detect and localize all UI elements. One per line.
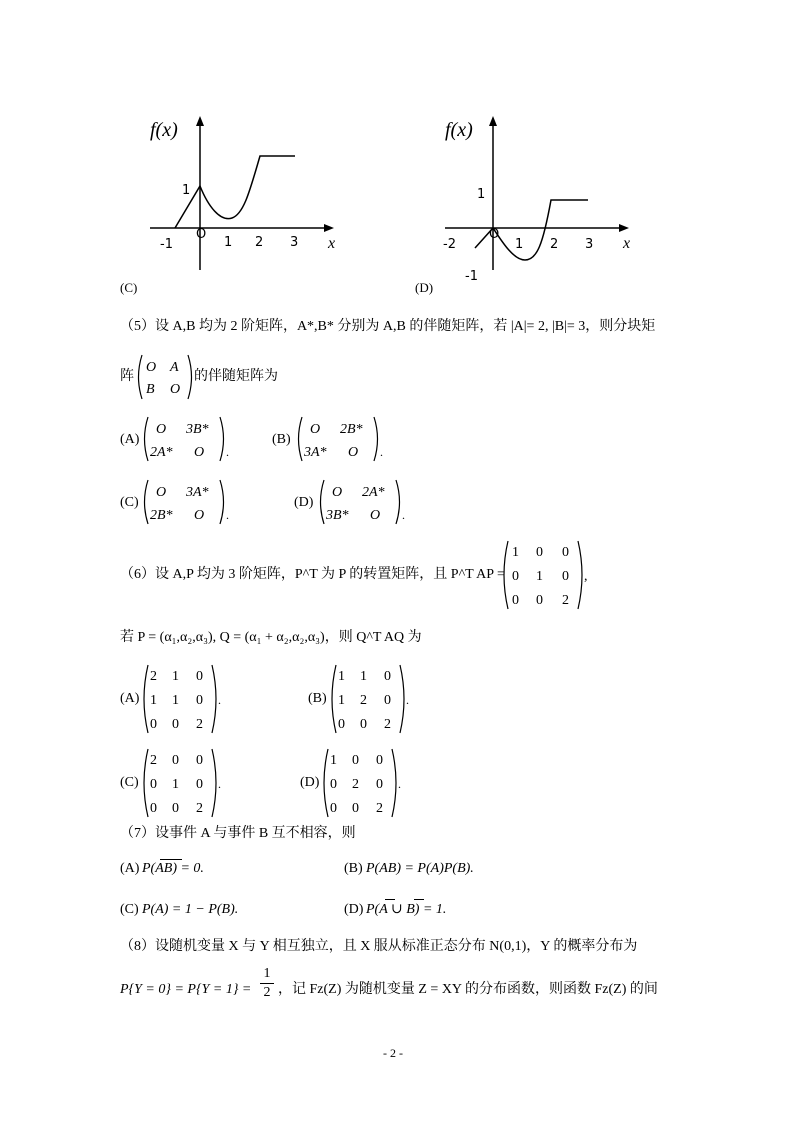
- q7-option-d-label[interactable]: (D): [344, 902, 364, 917]
- svg-text:.: .: [406, 693, 409, 707]
- q5-stem-line2-post: 的伴随矩阵为: [194, 369, 278, 384]
- q6-given-cell: 0: [562, 545, 569, 560]
- q5-stem-line2-pre: 阵: [120, 369, 134, 384]
- q5-option-cell: 2A*: [362, 485, 385, 500]
- graph-c-ylabel: f(x): [150, 119, 178, 141]
- svg-text:.: .: [402, 508, 405, 522]
- q7-option-a-label[interactable]: (A): [120, 861, 140, 876]
- graph-d-ylabel: f(x): [445, 119, 473, 141]
- q5-option-cell: O: [370, 508, 381, 523]
- q6-option-cell: 2: [196, 717, 203, 732]
- q7-option-b-label[interactable]: (B): [344, 861, 363, 876]
- q6-option-cell: 1: [172, 669, 179, 684]
- q6-option-cell: 1: [338, 669, 345, 684]
- q5-option-cell: O: [194, 508, 205, 523]
- q7-option-a-text: P(AB) = 0.: [142, 861, 204, 876]
- svg-text:.: .: [380, 445, 383, 459]
- graph-d-caption: (D): [415, 280, 434, 295]
- q5-block-cell: O: [146, 360, 157, 375]
- q5-option-a-label[interactable]: (A): [120, 432, 140, 447]
- q7-option-b-text: P(AB) = P(A)P(B).: [366, 861, 474, 876]
- q6-option-cell: 0: [196, 753, 203, 768]
- q6-given-cell: 0: [536, 593, 543, 608]
- q5-option-cell: 3B*: [186, 422, 209, 437]
- q6-option-cell: 2: [352, 777, 359, 792]
- q6-option-cell: 0: [384, 693, 391, 708]
- q6-option-cell: 1: [150, 693, 157, 708]
- q5-option-cell: O: [194, 445, 205, 460]
- q6-option-cell: 0: [150, 717, 157, 732]
- q6-option-cell: 0: [196, 777, 203, 792]
- q6-option-cell: 2: [196, 801, 203, 816]
- q6-option-a-label[interactable]: (A): [120, 691, 140, 706]
- q5-option-b-matrix: [294, 414, 384, 464]
- q5-block-matrix: [134, 352, 196, 402]
- q7-option-d-text: P(A ∪ B) = 1.: [366, 902, 447, 917]
- q6-option-cell: 2: [150, 669, 157, 684]
- svg-text:.: .: [218, 693, 221, 707]
- q6-option-d-matrix: [320, 746, 404, 820]
- q6-given-cell: 0: [536, 545, 543, 560]
- graph-d-tick-3: 3: [585, 237, 594, 252]
- q6-option-cell: 0: [330, 801, 337, 816]
- q5-option-c-matrix: [140, 477, 230, 527]
- q7-option-c-text: P(A) = 1 − P(B).: [142, 902, 239, 917]
- q6-stem-line1: （6）设 A,P 均为 3 阶矩阵，P^T 为 P 的转置矩阵，且 P^T AP =: [120, 567, 505, 582]
- q8-stem-line1: （8）设随机变量 X 与 Y 相互独立，且 X 服从标准正态分布 N(0,1)，Y 的概率分布为: [120, 939, 638, 954]
- q6-given-matrix: [500, 538, 590, 612]
- svg-text:.: .: [226, 445, 229, 459]
- q6-option-cell: 0: [352, 801, 359, 816]
- q6-option-cell: 2: [376, 801, 383, 816]
- graph-d-origin: O: [489, 227, 500, 242]
- q5-option-cell: O: [348, 445, 359, 460]
- q6-given-cell: 0: [512, 569, 519, 584]
- q5-option-cell: 3A*: [304, 445, 327, 460]
- svg-text:.: .: [398, 777, 401, 791]
- graph-c: [120, 110, 350, 300]
- graph-d-tick-1: 1: [515, 237, 524, 252]
- svg-text:,: ,: [584, 569, 588, 584]
- q5-option-cell: O: [332, 485, 343, 500]
- q5-option-a-matrix: [140, 414, 230, 464]
- q8-fraction-numerator: 1: [263, 966, 271, 981]
- graph-c-xlabel: x: [328, 235, 336, 252]
- graph-c-tick-1: 1: [224, 235, 233, 250]
- q6-option-cell: 0: [150, 777, 157, 792]
- q5-option-d-label[interactable]: (D): [294, 495, 314, 510]
- q5-option-c-label[interactable]: (C): [120, 495, 139, 510]
- q6-option-cell: 0: [384, 669, 391, 684]
- q6-given-cell: 0: [512, 593, 519, 608]
- q6-option-cell: 0: [376, 753, 383, 768]
- q7-option-a-overline: [160, 859, 182, 860]
- q6-option-cell: 2: [384, 717, 391, 732]
- q8-fraction-denominator: 2: [263, 985, 271, 1000]
- graph-d: [415, 110, 645, 300]
- q6-option-cell: 2: [360, 693, 367, 708]
- q6-option-cell: 0: [196, 693, 203, 708]
- q6-option-cell: 0: [330, 777, 337, 792]
- graph-c-tick-2: 2: [255, 235, 264, 250]
- q6-option-cell: 2: [150, 753, 157, 768]
- q5-option-cell: 2A*: [150, 445, 173, 460]
- graph-c-origin: O: [196, 227, 207, 242]
- q7-option-c-label[interactable]: (C): [120, 902, 139, 917]
- q8-fraction: [260, 965, 274, 1002]
- q5-option-cell: 2B*: [340, 422, 363, 437]
- q5-option-cell: 3B*: [326, 508, 349, 523]
- q6-option-cell: 0: [172, 753, 179, 768]
- svg-text:.: .: [226, 508, 229, 522]
- q5-option-cell: 2B*: [150, 508, 173, 523]
- q7-stem: （7）设事件 A 与事件 B 互不相容，则: [120, 826, 356, 841]
- q5-block-cell: B: [146, 382, 155, 397]
- q6-option-cell: 0: [376, 777, 383, 792]
- graph-c-caption: (C): [120, 280, 138, 295]
- q6-option-a-matrix: [140, 662, 224, 736]
- svg-text:.: .: [218, 777, 221, 791]
- q5-option-d-matrix: [316, 477, 406, 527]
- graph-d-tick-0: -2: [443, 237, 456, 252]
- q6-option-cell: 0: [360, 717, 367, 732]
- q6-option-cell: 0: [352, 753, 359, 768]
- q8-stem-line2-post: ，记 Fz(Z) 为随机变量 Z = XY 的分布函数，则函数 Fz(Z) 的间: [278, 982, 658, 997]
- q6-option-cell: 0: [150, 801, 157, 816]
- graph-d-one: 1: [477, 187, 486, 202]
- q5-option-cell: 3A*: [186, 485, 209, 500]
- q6-option-c-matrix: [140, 746, 224, 820]
- q7-option-d-overline-a: [385, 899, 395, 900]
- q6-given-cell: 0: [562, 569, 569, 584]
- q8-stem-line2-pre: P{Y = 0} = P{Y = 1} =: [120, 982, 252, 997]
- graph-c-one: 1: [182, 183, 191, 198]
- q6-option-c-label[interactable]: (C): [120, 775, 139, 790]
- q6-option-cell: 0: [172, 801, 179, 816]
- q5-block-cell: A: [170, 360, 179, 375]
- q6-option-cell: 0: [196, 669, 203, 684]
- q6-option-cell: 1: [338, 693, 345, 708]
- q6-given-cell: 1: [512, 545, 519, 560]
- q7-option-d-overline-b: [414, 899, 424, 900]
- q6-option-d-label[interactable]: (D): [300, 775, 320, 790]
- graph-d-tick-2: 2: [550, 237, 559, 252]
- graph-c-tick-0: -1: [160, 237, 173, 252]
- q5-option-cell: O: [310, 422, 321, 437]
- q6-option-cell: 1: [172, 777, 179, 792]
- q5-option-cell: O: [156, 485, 167, 500]
- q6-given-cell: 1: [536, 569, 543, 584]
- graph-c-tick-3: 3: [290, 235, 299, 250]
- q6-stem-line2: 若 P = (α₁,α₂,α₃), Q = (α₁ + α₂,α₂,α₃)，则 Q^T AQ 为: [120, 630, 422, 645]
- page-number: - 2 -: [383, 1046, 403, 1060]
- q6-option-b-label[interactable]: (B): [308, 691, 327, 706]
- q5-block-cell: O: [170, 382, 181, 397]
- q6-option-cell: 1: [172, 693, 179, 708]
- q6-option-cell: 1: [330, 753, 337, 768]
- q6-option-b-matrix: [328, 662, 412, 736]
- q6-given-cell: 2: [562, 593, 569, 608]
- q6-option-cell: 0: [338, 717, 345, 732]
- q5-stem-line1: （5）设 A,B 均为 2 阶矩阵，A*,B* 分别为 A,B 的伴随矩阵，若 |A|= 2, |B|= 3，则分块矩: [120, 319, 656, 334]
- graph-d-minus-one: -1: [465, 269, 478, 284]
- graph-d-xlabel: x: [623, 235, 631, 252]
- q6-option-cell: 1: [360, 669, 367, 684]
- q5-option-b-label[interactable]: (B): [272, 432, 291, 447]
- q5-option-cell: O: [156, 422, 167, 437]
- q6-option-cell: 0: [172, 717, 179, 732]
